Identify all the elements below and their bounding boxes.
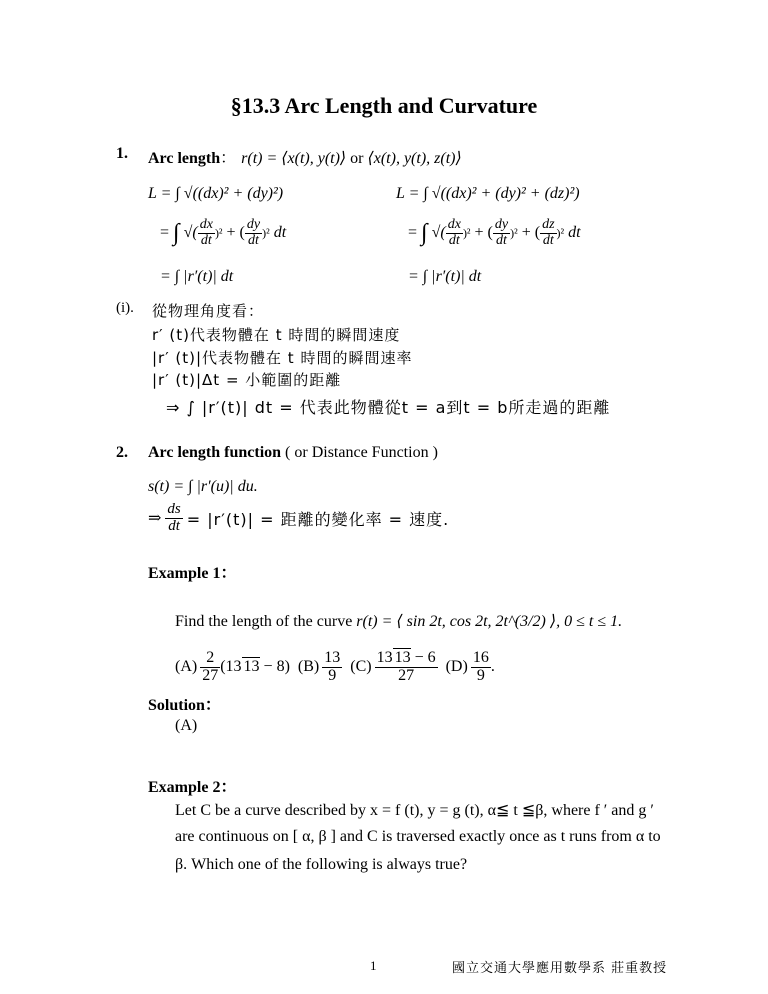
option-b-label: (B) [297, 658, 320, 676]
note-line-4: ⇒ ∫ |r′(t)| dt = 代表此物體從t = a到t = b所走過的距離 [166, 398, 611, 417]
arc-length-2d-line3 [160, 268, 233, 286]
note-line-0: 從物理角度看： [152, 302, 265, 320]
arc-length-2d-line1 [148, 185, 283, 203]
arc-length-3d-l3: = ∫ |r′(t)| dt [408, 268, 482, 285]
ds-rhs: = |r′(t)| = 距離的變化率 = 速度. [186, 509, 450, 529]
example-2-line-2: are continuous on [ α, β ] and C is traversed exactly once as t runs from α to [175, 828, 661, 845]
example-1-heading: Example 1： [148, 563, 238, 582]
example-1-question [175, 611, 622, 631]
curve-def: r(t) = ⟨ sin 2t, cos 2t, 2t^(3/2) ⟩, 0 ≤ t ≤ 1. [356, 613, 623, 630]
arc-length-3d-line3 [408, 268, 481, 286]
solution-heading: Solution： [148, 695, 222, 714]
or-text: or [350, 150, 364, 167]
page-title: §13.3 Arc Length and Curvature [230, 93, 538, 118]
option-d-label: (D) [445, 658, 468, 676]
section-2-label: Arc length function [148, 444, 282, 461]
example-2-line-3: β. Which one of the following is always true? [175, 856, 468, 873]
note-line-1: r′ (t)代表物體在 t 時間的瞬間速度 [152, 326, 401, 344]
ds-dt-line: ⇒ $\frac{ds}{dt}$ = |r′(t)| = 距離的變化率 = 速度. [148, 501, 450, 534]
example-1-options: (A) $\frac{2}{27}$ (13 13 − 8) (B) $\frac{13}{9}$ (C) $\frac{13 13 - 6}{27}$ (D) $\frac{16}{9}$ . [175, 649, 495, 684]
section-1-colon: ： [220, 148, 238, 167]
section-2-paren: ( or Distance Function ) [285, 444, 438, 461]
arc-length-2d-line2: = ∫ √( $\frac{dx}{dt}$ )² + ( $\frac{dy}{dt}$ )² dt [160, 217, 287, 248]
r-def-2d: r(t) = ⟨x(t), y(t)⟩ [241, 150, 347, 167]
example-2-heading: Example 2： [148, 777, 238, 796]
page-number: 1 [370, 958, 377, 973]
s-def: s(t) = ∫ |r′(u)| du. [148, 478, 258, 495]
arc-length-2d-l3: = ∫ |r′(t)| dt [160, 268, 234, 285]
note-line-3: |r′ (t)|Δt = 小範圍的距離 [152, 371, 342, 389]
section-1-heading [148, 145, 462, 168]
note-line-2: |r′ (t)|代表物體在 t 時間的瞬間速率 [152, 349, 413, 367]
question-text: Find the length of the curve [175, 613, 353, 630]
section-2-number: 2. [116, 444, 128, 461]
arc-length-3d-line1 [396, 185, 580, 203]
footer-affiliation: 國立交通大學應用數學系 莊重教授 [452, 961, 668, 976]
option-a-label: (A) [175, 658, 198, 676]
s-def-line [148, 478, 258, 496]
arc-length-3d-line2: = ∫ √( $\frac{dx}{dt}$ )² + ( $\frac{dy}{dt}$ )² + ( $\frac{dz}{dt}$ )² dt [408, 217, 581, 248]
section-2-heading [148, 444, 438, 462]
r-def-3d: ⟨x(t), y(t), z(t)⟩ [367, 150, 462, 167]
section-1-number: 1. [116, 145, 128, 162]
option-c-label: (C) [350, 658, 372, 676]
solution-answer: (A) [175, 717, 198, 734]
arc-length-3d-l1: L = ∫ √((dx)² + (dy)² + (dz)²) [396, 185, 580, 202]
note-label: (i). [116, 300, 134, 316]
example-2-line-1: Let C be a curve described by x = f (t), y = g (t), α≦ t ≦β, where f ′ and g ′ [175, 802, 654, 819]
arc-length-2d-l1: L = ∫ √((dx)² + (dy)²) [148, 185, 284, 202]
section-1-label: Arc length [148, 150, 221, 167]
